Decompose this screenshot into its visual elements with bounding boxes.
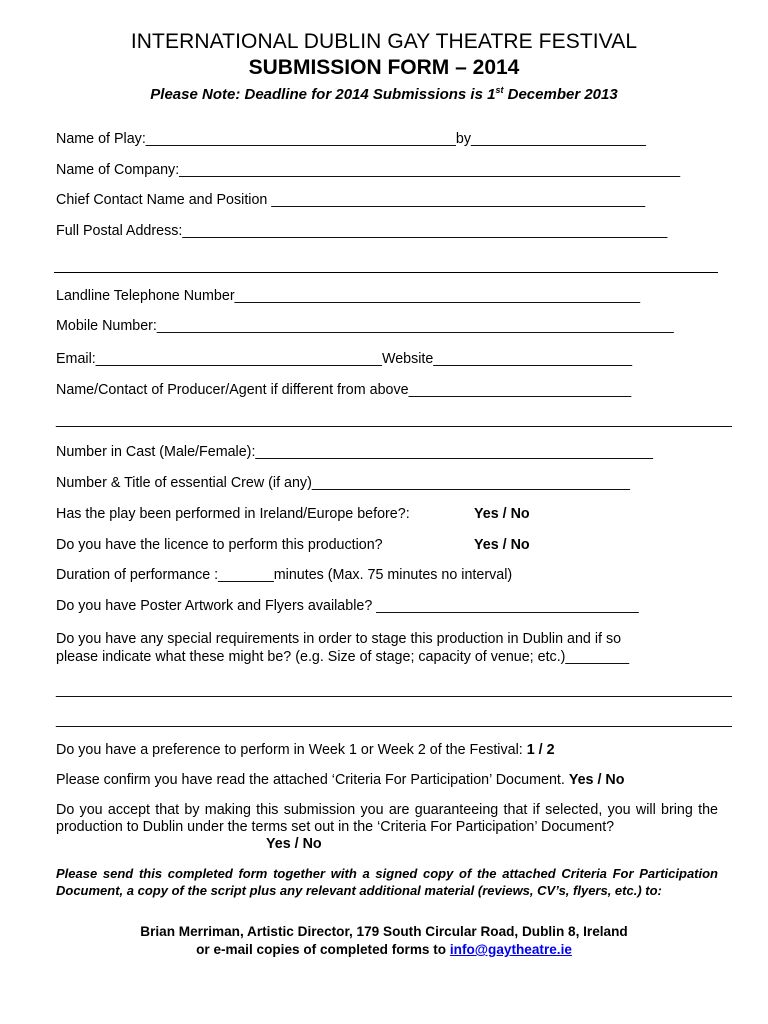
- deadline-note-suffix: December 2013: [503, 86, 618, 103]
- form-title: SUBMISSION FORM – 2014: [248, 56, 520, 79]
- crew-field[interactable]: Number & Title of essential Crew (if any)________________________________________: [56, 475, 630, 491]
- chief-contact-field[interactable]: Chief Contact Name and Position _______________________________________________: [56, 192, 646, 208]
- submission-instructions: Please send this completed form together with a signed copy of the attached Criteria For Participation Document, a copy of the script plus any relevant additional material (reviews, CV’s, flyers, etc.) to:: [56, 866, 718, 898]
- cast-field[interactable]: Number in Cast (Male/Female):__________________________________________________: [56, 444, 653, 460]
- name-of-play-field[interactable]: Name of Play:_______________________________________by______________________: [56, 131, 646, 147]
- licence-answer[interactable]: Yes / No: [474, 537, 530, 553]
- special-requirements-line[interactable]: _____________________________________________________________________________________: [56, 712, 732, 728]
- mailing-address: Brian Merriman, Artistic Director, 179 South Circular Road, Dublin 8, Ireland: [140, 924, 628, 939]
- postal-address-field[interactable]: Full Postal Address:_____________________________________________________________: [56, 223, 668, 239]
- performed-before-answer[interactable]: Yes / No: [474, 506, 530, 522]
- accept-question: Do you accept that by making this submission you are guaranteeing that if selected, you will bring the production to Dublin under the terms set out in the ‘Criteria For Participation’ Document?: [56, 802, 718, 835]
- week-preference: [56, 742, 555, 758]
- email-link[interactable]: info@gaytheatre.ie: [449, 942, 572, 957]
- performed-before-question: Has the play been performed in Ireland/Europe before?:: [56, 506, 410, 522]
- name-of-company-field[interactable]: Name of Company:_______________________________________________________________: [56, 162, 681, 178]
- deadline-note-prefix: Please Note: Deadline for 2014 Submissions is 1: [150, 86, 496, 103]
- special-requirements-line[interactable]: _____________________________________________________________________________________: [56, 682, 732, 698]
- postal-address-line[interactable]: [54, 272, 718, 273]
- producer-agent-line[interactable]: _____________________________________________________________________________________: [56, 412, 732, 428]
- email-instructions: [0, 942, 768, 957]
- criteria-confirm: [56, 772, 624, 788]
- week-question: Do you have a preference to perform in Week 1 or Week 2 of the Festival:: [56, 742, 527, 758]
- special-requirements-field[interactable]: please indicate what these might be? (e.g. Size of stage; capacity of venue; etc.)________: [56, 649, 630, 665]
- poster-field[interactable]: Do you have Poster Artwork and Flyers available? _________________________________: [56, 598, 639, 614]
- landline-field[interactable]: Landline Telephone Number___________________________________________________: [56, 288, 641, 304]
- festival-title: INTERNATIONAL DUBLIN GAY THEATRE FESTIVAL: [130, 30, 638, 53]
- criteria-answer[interactable]: Yes / No: [568, 772, 625, 788]
- duration-field[interactable]: Duration of performance :_______minutes (Max. 75 minutes no interval): [56, 567, 513, 583]
- special-requirements-question: Do you have any special requirements in order to stage this production in Dublin and if so: [56, 631, 622, 647]
- licence-question: Do you have the licence to perform this production?: [56, 537, 383, 553]
- email-website-field[interactable]: Email:____________________________________Website_________________________: [56, 351, 633, 367]
- email-prefix: or e-mail copies of completed forms to: [196, 942, 450, 957]
- week-answer[interactable]: 1 / 2: [526, 742, 555, 758]
- producer-agent-field[interactable]: Name/Contact of Producer/Agent if different from above____________________________: [56, 382, 632, 398]
- deadline-note-sup: st: [495, 85, 504, 95]
- accept-answer[interactable]: Yes / No: [266, 836, 322, 852]
- criteria-question: Please confirm you have read the attached ‘Criteria For Participation’ Document.: [56, 772, 569, 788]
- mobile-field[interactable]: Mobile Number:_________________________________________________________________: [56, 318, 674, 334]
- deadline-note: [0, 85, 768, 103]
